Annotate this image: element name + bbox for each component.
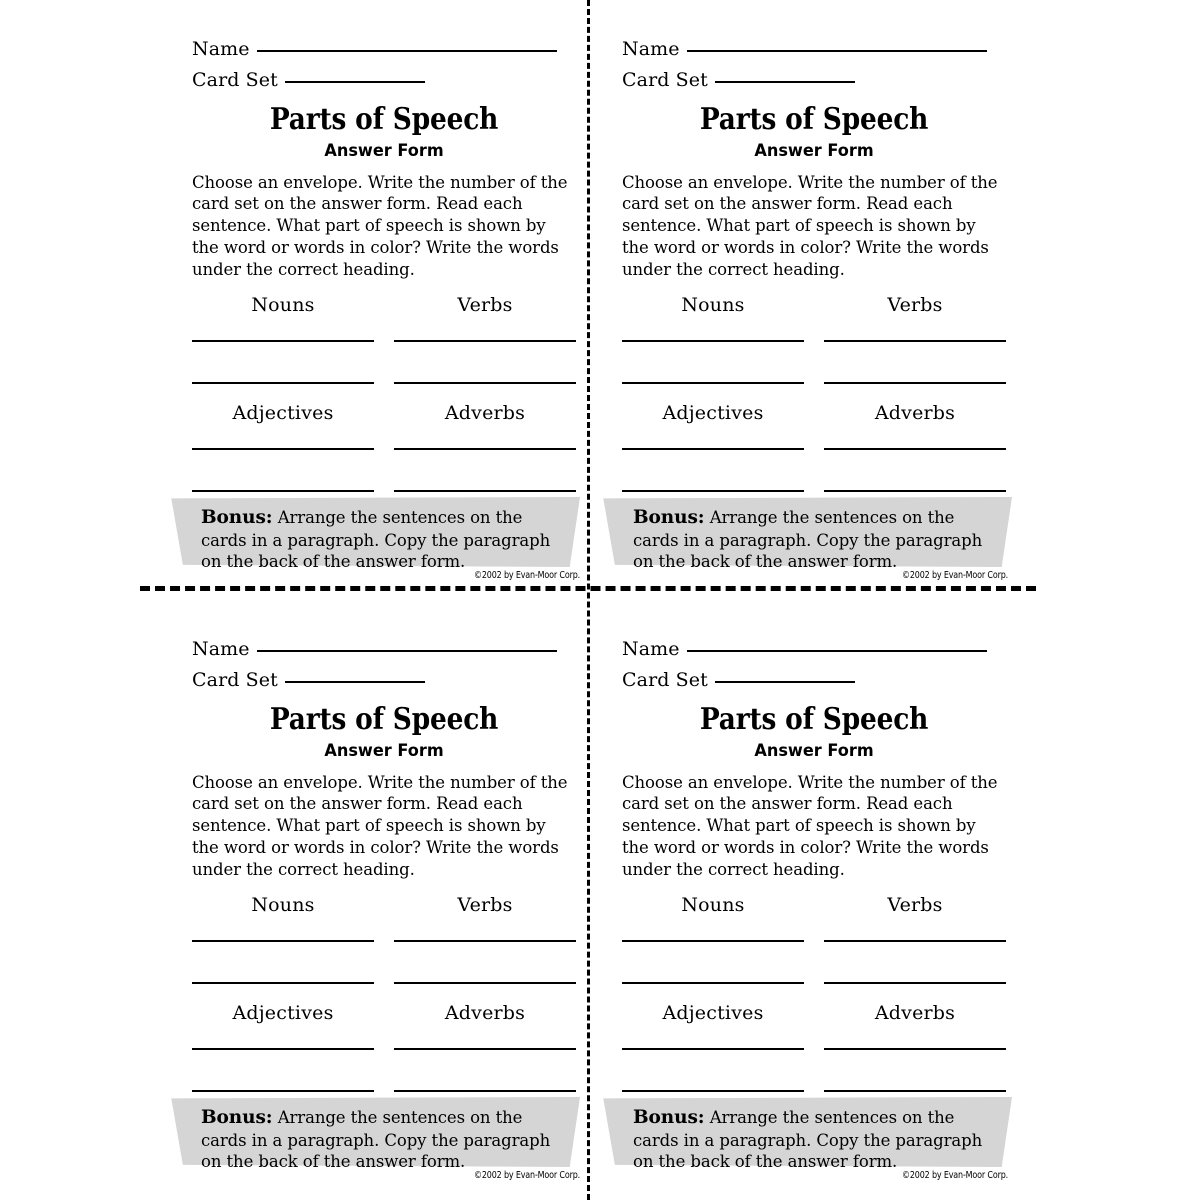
name-field-row <box>192 638 576 660</box>
bonus-box <box>600 1097 1012 1172</box>
card-set-label: Card Set <box>622 69 708 91</box>
answer-line[interactable] <box>394 1090 576 1092</box>
name-input-line[interactable] <box>687 650 987 652</box>
category-section-adjectives <box>622 402 804 492</box>
worksheet-copy-top-left <box>0 0 600 600</box>
answer-form-card <box>192 38 576 492</box>
bonus-text <box>201 506 560 573</box>
category-section-adjectives <box>192 402 374 492</box>
category-section-adjectives <box>622 1002 804 1092</box>
card-set-input-line[interactable] <box>715 81 855 83</box>
answer-column-left <box>192 294 374 492</box>
title-block <box>622 104 1006 161</box>
card-set-label: Card Set <box>192 69 278 91</box>
page-title: Parts of Speech <box>269 102 499 137</box>
answer-line[interactable] <box>824 490 1006 492</box>
category-heading-nouns: Nouns <box>251 294 315 317</box>
answer-line[interactable] <box>394 382 576 384</box>
page-subtitle: Answer Form <box>324 140 444 161</box>
category-section-verbs <box>824 894 1006 984</box>
category-heading-adjectives: Adjectives <box>662 402 764 425</box>
category-heading-adverbs: Adverbs <box>874 1002 956 1025</box>
card-set-field-row <box>192 669 576 691</box>
answer-line[interactable] <box>192 1048 374 1050</box>
copyright-notice: ©2002 by Evan-Moor Corp. <box>902 1170 1008 1181</box>
name-field-row <box>622 638 1006 660</box>
answer-line[interactable] <box>192 940 374 942</box>
cut-line-vertical <box>587 0 590 1200</box>
bonus-label: Bonus: <box>201 507 273 528</box>
instructions-text: Choose an envelope. Write the number of the card set on the answer form. Read each sentence. What part of speech is shown by the word or words in color? Write the words under the correct heading. <box>622 172 998 280</box>
answer-line[interactable] <box>622 1090 804 1092</box>
card-set-input-line[interactable] <box>285 81 425 83</box>
page-title: Parts of Speech <box>269 702 499 737</box>
answer-line[interactable] <box>394 940 576 942</box>
instructions-text: Choose an envelope. Write the number of the card set on the answer form. Read each sentence. What part of speech is shown by the word or words in color? Write the words under the correct heading. <box>192 772 568 880</box>
answer-column-right <box>824 294 1006 492</box>
name-input-line[interactable] <box>687 50 987 52</box>
category-heading-verbs: Verbs <box>457 894 513 917</box>
category-section-verbs <box>394 294 576 384</box>
bonus-text <box>633 506 992 573</box>
answer-line[interactable] <box>192 982 374 984</box>
card-set-input-line[interactable] <box>285 681 425 683</box>
worksheet-copy-bottom-left <box>0 600 600 1200</box>
category-section-adverbs <box>824 1002 1006 1092</box>
category-section-adverbs <box>824 402 1006 492</box>
bonus-box <box>168 497 580 572</box>
answer-line[interactable] <box>622 340 804 342</box>
answer-line[interactable] <box>622 940 804 942</box>
card-set-field-row <box>622 669 1006 691</box>
name-input-line[interactable] <box>257 50 557 52</box>
card-set-field-row <box>622 69 1006 91</box>
answer-column-right <box>394 294 576 492</box>
answer-line[interactable] <box>622 448 804 450</box>
answer-line[interactable] <box>622 490 804 492</box>
category-section-adverbs <box>394 1002 576 1092</box>
category-heading-nouns: Nouns <box>681 894 745 917</box>
answer-column-right <box>394 894 576 1092</box>
category-heading-adverbs: Adverbs <box>444 1002 526 1025</box>
category-heading-adjectives: Adjectives <box>232 402 334 425</box>
answer-line[interactable] <box>824 982 1006 984</box>
bonus-body: Arrange the sentences on the cards in a paragraph. Copy the paragraph on the back of the answer form. <box>201 508 551 572</box>
answer-column-left <box>622 894 804 1092</box>
category-heading-adverbs: Adverbs <box>444 402 526 425</box>
answer-grid <box>622 894 1006 1092</box>
bonus-body: Arrange the sentences on the cards in a paragraph. Copy the paragraph on the back of the answer form. <box>201 1108 551 1172</box>
name-field-row <box>192 38 576 60</box>
answer-line[interactable] <box>192 382 374 384</box>
category-heading-nouns: Nouns <box>681 294 745 317</box>
bonus-body: Arrange the sentences on the cards in a paragraph. Copy the paragraph on the back of the answer form. <box>633 508 983 572</box>
name-label: Name <box>192 638 250 660</box>
bonus-body: Arrange the sentences on the cards in a paragraph. Copy the paragraph on the back of the answer form. <box>633 1108 983 1172</box>
category-heading-verbs: Verbs <box>457 294 513 317</box>
worksheet-copy-bottom-right <box>600 600 1200 1200</box>
copyright-notice: ©2002 by Evan-Moor Corp. <box>474 570 580 581</box>
category-heading-adverbs: Adverbs <box>874 402 956 425</box>
copyright-notice: ©2002 by Evan-Moor Corp. <box>902 570 1008 581</box>
answer-line[interactable] <box>394 1048 576 1050</box>
category-section-verbs <box>824 294 1006 384</box>
answer-column-left <box>192 894 374 1092</box>
worksheet-copy-top-right <box>600 0 1200 600</box>
bonus-label: Bonus: <box>633 507 705 528</box>
category-heading-verbs: Verbs <box>887 294 943 317</box>
title-block <box>192 704 576 761</box>
category-section-nouns <box>622 894 804 984</box>
name-input-line[interactable] <box>257 650 557 652</box>
instructions-text: Choose an envelope. Write the number of the card set on the answer form. Read each sentence. What part of speech is shown by the word or words in color? Write the words under the correct heading. <box>622 772 998 880</box>
category-section-adjectives <box>192 1002 374 1092</box>
category-heading-nouns: Nouns <box>251 894 315 917</box>
page-title: Parts of Speech <box>699 102 929 137</box>
answer-line[interactable] <box>622 982 804 984</box>
title-block <box>622 704 1006 761</box>
category-section-nouns <box>192 294 374 384</box>
card-set-label: Card Set <box>192 669 278 691</box>
bonus-box <box>168 1097 580 1172</box>
answer-line[interactable] <box>824 340 1006 342</box>
answer-form-card <box>622 38 1006 492</box>
answer-grid <box>192 894 576 1092</box>
name-label: Name <box>192 38 250 60</box>
answer-line[interactable] <box>394 448 576 450</box>
instructions-text: Choose an envelope. Write the number of the card set on the answer form. Read each sentence. What part of speech is shown by the word or words in color? Write the words under the correct heading. <box>192 172 568 280</box>
answer-column-right <box>824 894 1006 1092</box>
name-label: Name <box>622 638 680 660</box>
answer-line[interactable] <box>824 1048 1006 1050</box>
answer-line[interactable] <box>192 490 374 492</box>
answer-form-card <box>622 638 1006 1092</box>
category-section-nouns <box>622 294 804 384</box>
page-subtitle: Answer Form <box>754 140 874 161</box>
answer-line[interactable] <box>192 340 374 342</box>
copyright-notice: ©2002 by Evan-Moor Corp. <box>474 1170 580 1181</box>
category-section-nouns <box>192 894 374 984</box>
page-subtitle: Answer Form <box>754 740 874 761</box>
answer-line[interactable] <box>824 382 1006 384</box>
page-subtitle: Answer Form <box>324 740 444 761</box>
answer-form-card <box>192 638 576 1092</box>
answer-line[interactable] <box>824 1090 1006 1092</box>
card-set-label: Card Set <box>622 669 708 691</box>
answer-line[interactable] <box>192 1090 374 1092</box>
bonus-label: Bonus: <box>201 1107 273 1128</box>
name-label: Name <box>622 38 680 60</box>
category-heading-verbs: Verbs <box>887 894 943 917</box>
answer-line[interactable] <box>394 490 576 492</box>
answer-line[interactable] <box>622 382 804 384</box>
category-section-adverbs <box>394 402 576 492</box>
answer-line[interactable] <box>824 940 1006 942</box>
title-block <box>192 104 576 161</box>
bonus-text <box>201 1106 560 1173</box>
answer-line[interactable] <box>622 1048 804 1050</box>
category-heading-adjectives: Adjectives <box>662 1002 764 1025</box>
bonus-text <box>633 1106 992 1173</box>
answer-grid <box>622 294 1006 492</box>
category-heading-adjectives: Adjectives <box>232 1002 334 1025</box>
bonus-label: Bonus: <box>633 1107 705 1128</box>
category-section-verbs <box>394 894 576 984</box>
answer-grid <box>192 294 576 492</box>
answer-line[interactable] <box>824 448 1006 450</box>
answer-line[interactable] <box>394 982 576 984</box>
cut-line-horizontal <box>140 586 1036 591</box>
card-set-input-line[interactable] <box>715 681 855 683</box>
page-title: Parts of Speech <box>699 702 929 737</box>
answer-column-left <box>622 294 804 492</box>
bonus-box <box>600 497 1012 572</box>
card-set-field-row <box>192 69 576 91</box>
name-field-row <box>622 38 1006 60</box>
answer-line[interactable] <box>192 448 374 450</box>
answer-line[interactable] <box>394 340 576 342</box>
